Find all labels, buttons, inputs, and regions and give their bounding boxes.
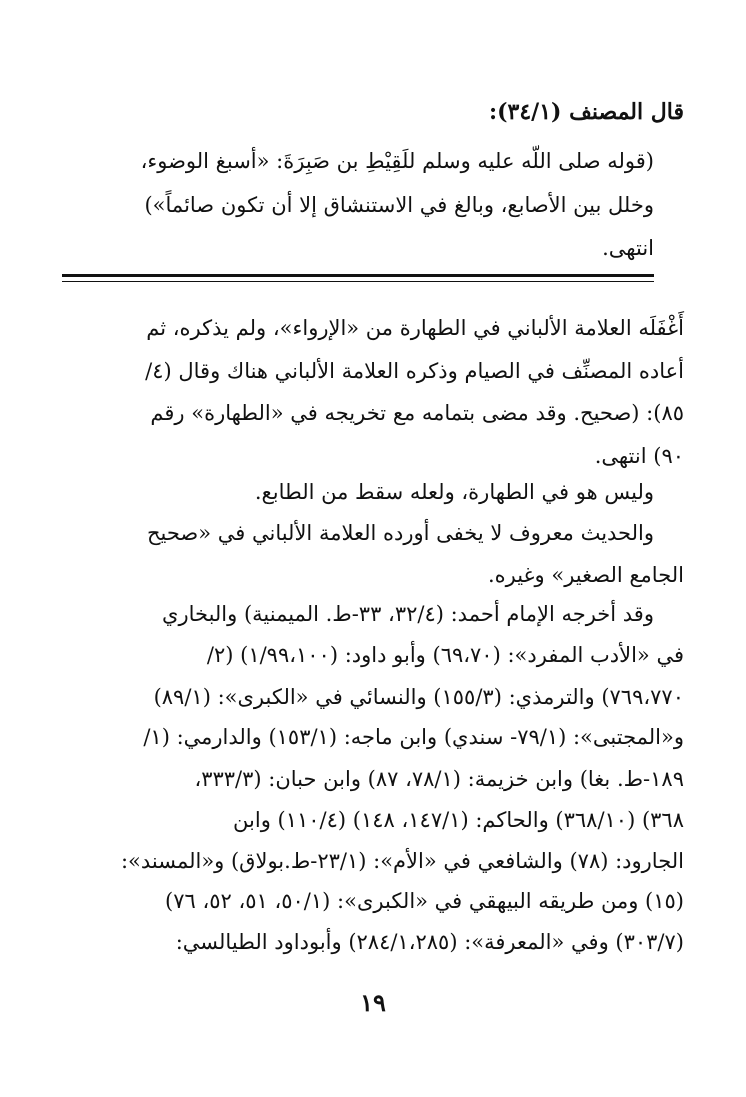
body-line: (٣٠٣/٧) وفي «المعرفة»: (٢٨٤/١،٢٨٥) وأبوداود الطيالسي: <box>175 930 684 954</box>
body-line: الجامع الصغير» وغيره. <box>487 563 684 587</box>
page-number: ١٩ <box>360 988 386 1017</box>
body-line: الجارود: (٧٨) والشافعي في «الأم»: (٢٣/١-ط.بولاق) و«المسند»: <box>120 849 684 873</box>
body-line: ١٨٩-ط. بغا) وابن خزيمة: (٧٨/١، ٨٧) وابن حبان: (٣٣٣/٣، <box>194 767 684 791</box>
body-line: والحديث معروف لا يخفى أورده العلامة الألباني في «صحيح <box>146 521 654 545</box>
divider-rule-thick <box>62 274 654 277</box>
section-heading: قال المصنف (٣٤/١): <box>489 99 684 125</box>
body-line: ٣٦٨) (٣٦٨/١٠) والحاكم: (١٤٧/١، ١٤٨) (١١٠/٤) وابن <box>233 808 684 832</box>
body-line: في «الأدب المفرد»: (٦٩،٧٠) وأبو داود: (١/٩٩،١٠٠) (٢/ <box>206 643 684 667</box>
divider-rule-thin <box>62 281 654 282</box>
body-line: ٩٠) انتهى. <box>594 444 684 468</box>
quote-line: وخلل بين الأصابع، وبالغ في الاستنشاق إلا أن تكون صائماً») <box>144 193 654 217</box>
quote-line: انتهى. <box>602 236 654 260</box>
body-line: وليس هو في الطهارة، ولعله سقط من الطابع. <box>254 480 654 504</box>
body-line: ٨٥): (صحيح. وقد مضى بتمامه مع تخريجه في «الطهارة» رقم <box>150 401 684 425</box>
body-line: أعاده المصنِّف في الصيام وذكره العلامة الألباني هناك وقال (٤/ <box>145 359 684 383</box>
body-line: ٧٦٩،٧٧٠) والترمذي: (١٥٥/٣) والنسائي في «الكبرى»: (٨٩/١) <box>153 685 684 709</box>
body-line: و«المجتبى»: (٧٩/١- سندي) وابن ماجه: (١٥٣/١) والدارمي: (١/ <box>143 725 684 749</box>
body-line: وقد أخرجه الإمام أحمد: (٣٢/٤، ٣٣-ط. الميمنية) والبخاري <box>162 602 654 626</box>
body-line: (١٥) ومن طريقه البيهقي في «الكبرى»: (٥٠/١، ٥١، ٥٢، ٧٦) <box>165 889 684 913</box>
body-line: أَغْفَلَه العلامة الألباني في الطهارة من «الإرواء»، ولم يذكره، ثم <box>146 316 684 340</box>
quote-line: (قوله صلى اللّه عليه وسلم للَقِيْطِ بن صَبِرَةَ: «أسبغ الوضوء، <box>140 149 654 173</box>
